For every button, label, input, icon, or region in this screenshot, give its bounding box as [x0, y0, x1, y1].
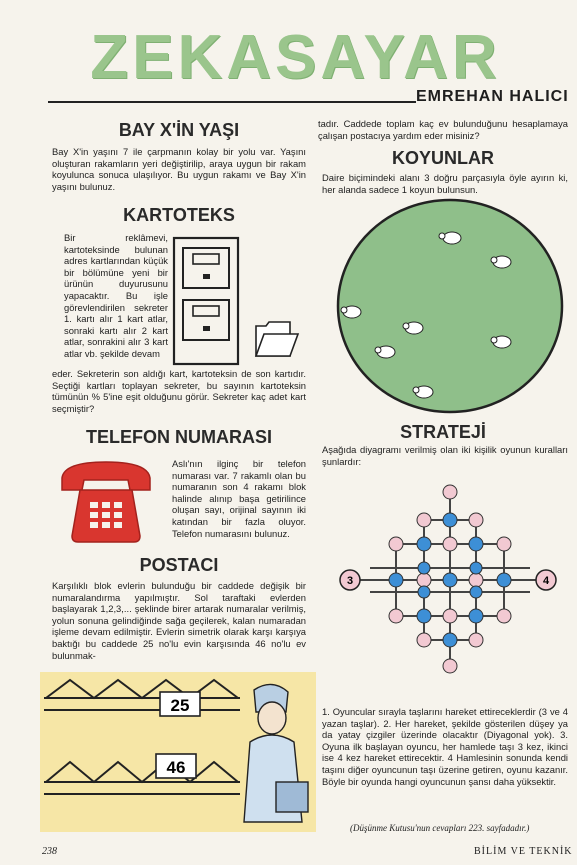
- puzzle-text-strateji-intro: Aşağıda diyagramı verilmiş olan iki kişilik oyunun kuralları şunlardır:: [322, 444, 568, 467]
- puzzle-title-koyunlar: KOYUNLAR: [392, 148, 494, 168]
- player-piece-4-label: 4: [542, 575, 550, 587]
- puzzle-text-postaci: Karşılıklı blok evlerin bulunduğu bir caddede değişik bir numaralandırma yapılmıştır. Sol taraftaki evlerden başlayarak 1,2,3,... şeklinde birer artarak numaralar verilmiş, yolun sonuna gelindiğinde sağa geçilerek, kalan numaradan işleme devam edilmiştir. Evlerin simetrik olarak karşı karşıya baktığı bu caddede 25 no'lu evin karşısında 46 no'lu ev bulunmak-: [52, 580, 306, 661]
- author-name: EMREHAN HALICI: [416, 88, 569, 105]
- puzzle-title-postaci: POSTACI: [139, 555, 219, 575]
- house-number-25: 25: [170, 696, 190, 715]
- puzzle-text-kartoteks-a: Bir reklâmevi, kartoteksinde bulunan adres kartlarından küçük bir bölümüne yeni bir ürünün duyurusunu yapacaktır. Bu işle görevlendirilen sekreter 1. kartı alır 1 kart atlar, sonraki kartı alır 2 kart atlar, sonrakini alır 3 kart atlar vb. şekilde devam: [64, 232, 168, 359]
- puzzle-text-koyunlar: Daire biçimindeki alanı 3 doğru parçasıyla öyle ayırın ki, her alanda sadece 1 koyun bulunsun.: [322, 172, 568, 195]
- header-rule: [48, 101, 416, 103]
- puzzle-text-kartoteks-b: eder. Sekreterin son aldığı kart, kartoteksin de son kartıdır. Seçtiği kartları toplayan sekreter, bu sayının kartoteksin tümünün % 5'ine eşit olduğunu görür. Sekreter kaç adet kart seçmiştir?: [52, 368, 306, 414]
- answers-note: (Düşünme Kutusu'nun cevapları 223. sayfadadır.): [350, 823, 530, 833]
- page-number: 238: [42, 846, 57, 857]
- telephone-icon: [56, 456, 156, 546]
- puzzle-text-bay: Bay X'in yaşını 7 ile çarpmanın kolay bir yolu var. Yaşını oluşturan rakamların yeri değiştirilip, araya uygun bir rakam koyulunca sonuca ulaşılıyor. Bu uygun rakamı ve Bay X'in yaşını bulunuz.: [52, 146, 306, 192]
- puzzle-title-telefon: TELEFON NUMARASI: [86, 427, 272, 447]
- puzzle-title-kartoteks: KARTOTEKS: [123, 205, 235, 225]
- puzzle-text-telefon: Aslı'nın ilginç bir telefon numarası var. 7 rakamlı olan bu numaranın son 4 rakamı blok halinde alınıp başa getirilince oluşan sayı, orijinal sayının iki katından bir fazla oluyor. Telefon numarasını bulunuz.: [172, 458, 306, 539]
- magazine-name: BİLİM VE TEKNİK: [474, 846, 573, 857]
- puzzle-title-strateji: STRATEJİ: [400, 422, 486, 442]
- house-number-46: 46: [166, 758, 186, 777]
- strategy-game-diagram: [336, 480, 566, 680]
- player-piece-3-label: 3: [346, 575, 354, 587]
- puzzle-title-bay: BAY X'İN YAŞI: [118, 120, 240, 140]
- puzzle-text-postaci-continued: tadır. Caddede toplam kaç ev bulunduğunu hesaplamaya çalışan postacıya yardım eder misiniz?: [318, 118, 568, 141]
- magazine-section-title: ZEKASAYAR: [90, 23, 501, 92]
- street-houses-illustration: [40, 672, 316, 832]
- puzzle-text-strateji-rules: 1. Oyuncular sırayla taşlarını hareket ettireceklerdir (3 ve 4 yazan taşlar). 2. Her hareket, şekilde gösterilen düşey ya da yatay çizgiler üzerinde olacaktır (Diyagonal yok). 3. Oyuna ilk başlayan oyuncu, her hamlede taşı 3 kez, ikinci ise 4 kez hareket ettirecektir. 4 Hamlesinin sonunda kendi taşını diğer oyuncunun taşı üzerine getiren, oyunu kazanır. Böyle bir oyunda hangi oyuncunun şansı daha yüksektir.: [322, 706, 568, 787]
- sheep-field-diagram: [330, 196, 570, 416]
- filing-cabinet-illustration: [172, 236, 300, 368]
